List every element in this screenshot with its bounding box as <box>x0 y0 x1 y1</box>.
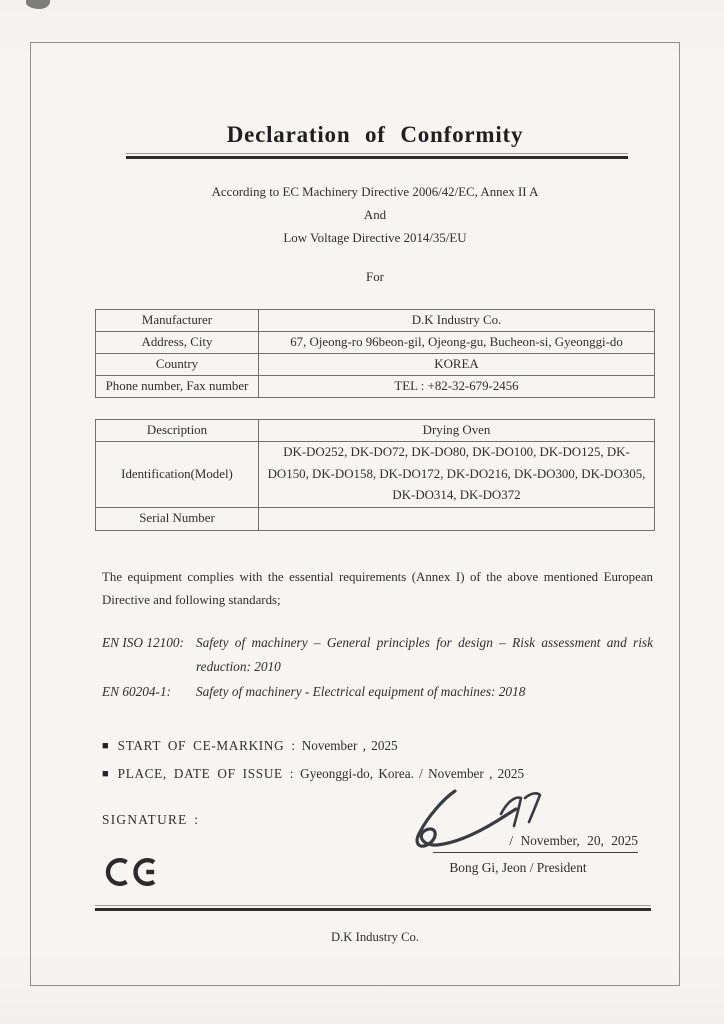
manufacturer-value: D.K Industry Co. <box>259 310 655 332</box>
standard-code: EN ISO 12100: <box>102 635 184 650</box>
place-date-of-issue-line <box>102 760 524 788</box>
signatory-name: Bong Gi, Jeon / President <box>449 860 587 875</box>
standard-item <box>102 631 653 679</box>
document-title: Declaration of Conformity <box>226 122 524 147</box>
ce-mark-icon <box>105 856 162 888</box>
standard-code: EN 60204-1: <box>102 684 172 699</box>
product-table <box>95 419 655 531</box>
square-bullet-icon: ■ <box>102 739 109 752</box>
manufacturer-table <box>95 309 655 398</box>
signature-label: SIGNATURE : <box>102 812 200 827</box>
subtitle-line-machinery-directive: According to EC Machinery Directive 2006/42/EC, Annex II A <box>211 185 539 199</box>
table-row <box>96 332 655 354</box>
table-row <box>96 420 655 442</box>
declaration-details <box>102 732 524 788</box>
table-row <box>96 376 655 398</box>
scan-smudge-artifact <box>26 0 50 9</box>
serial-number-label: Serial Number <box>96 507 259 530</box>
for-label: For <box>366 270 384 284</box>
footer-divider-rule <box>95 905 651 911</box>
subtitle-line-and: And <box>363 208 387 222</box>
standard-item <box>102 680 653 704</box>
serial-number-value <box>259 507 655 530</box>
standard-text: Safety of machinery – General principles for design – Risk assessment and risk reduction: 2010 <box>196 635 653 674</box>
issue-date-line: / November, 20, 2025 <box>433 833 638 853</box>
compliance-paragraph: The equipment complies with the essential requirements (Annex I) of the above mentioned European Directive and following standards; <box>102 570 653 607</box>
place-date-of-issue-value: Gyeonggi-do, Korea. / November , 2025 <box>300 766 525 781</box>
table-row <box>96 442 655 508</box>
phone-label: Phone number, Fax number <box>96 376 259 398</box>
ce-marking-start-value: November , 2025 <box>301 738 398 753</box>
model-list-value: DK-DO252, DK-DO72, DK-DO80, DK-DO100, DK-DO125, DK-DO150, DK-DO158, DK-DO172, DK-DO216, DK-DO300, DK-DO305, DK-DO314, DK-DO372 <box>259 442 655 508</box>
identification-label: Identification(Model) <box>96 442 259 508</box>
country-label: Country <box>96 354 259 376</box>
subtitle-line-low-voltage-directive: Low Voltage Directive 2014/35/EU <box>283 231 467 245</box>
address-label: Address, City <box>96 332 259 354</box>
standards-list <box>102 631 653 705</box>
address-value: 67, Ojeong-ro 96beon-gil, Ojeong-gu, Bucheon-si, Gyeonggi-do <box>259 332 655 354</box>
manufacturer-label: Manufacturer <box>96 310 259 332</box>
description-value: Drying Oven <box>259 420 655 442</box>
directive-subtitle <box>95 181 655 250</box>
table-row <box>96 354 655 376</box>
table-row <box>96 507 655 530</box>
ce-marking-start-label: START OF CE-MARKING : <box>117 738 296 753</box>
ce-marking-start-line <box>102 732 524 760</box>
phone-value: TEL : +82-32-679-2456 <box>259 376 655 398</box>
description-label: Description <box>96 420 259 442</box>
place-date-of-issue-label: PLACE, DATE OF ISSUE : <box>117 766 295 781</box>
title-divider-rule <box>126 153 628 159</box>
square-bullet-icon: ■ <box>102 767 109 780</box>
standard-text: Safety of machinery - Electrical equipment of machines: 2018 <box>196 684 526 699</box>
footer-company-name: D.K Industry Co. <box>330 930 420 944</box>
table-row <box>96 310 655 332</box>
country-value: KOREA <box>259 354 655 376</box>
